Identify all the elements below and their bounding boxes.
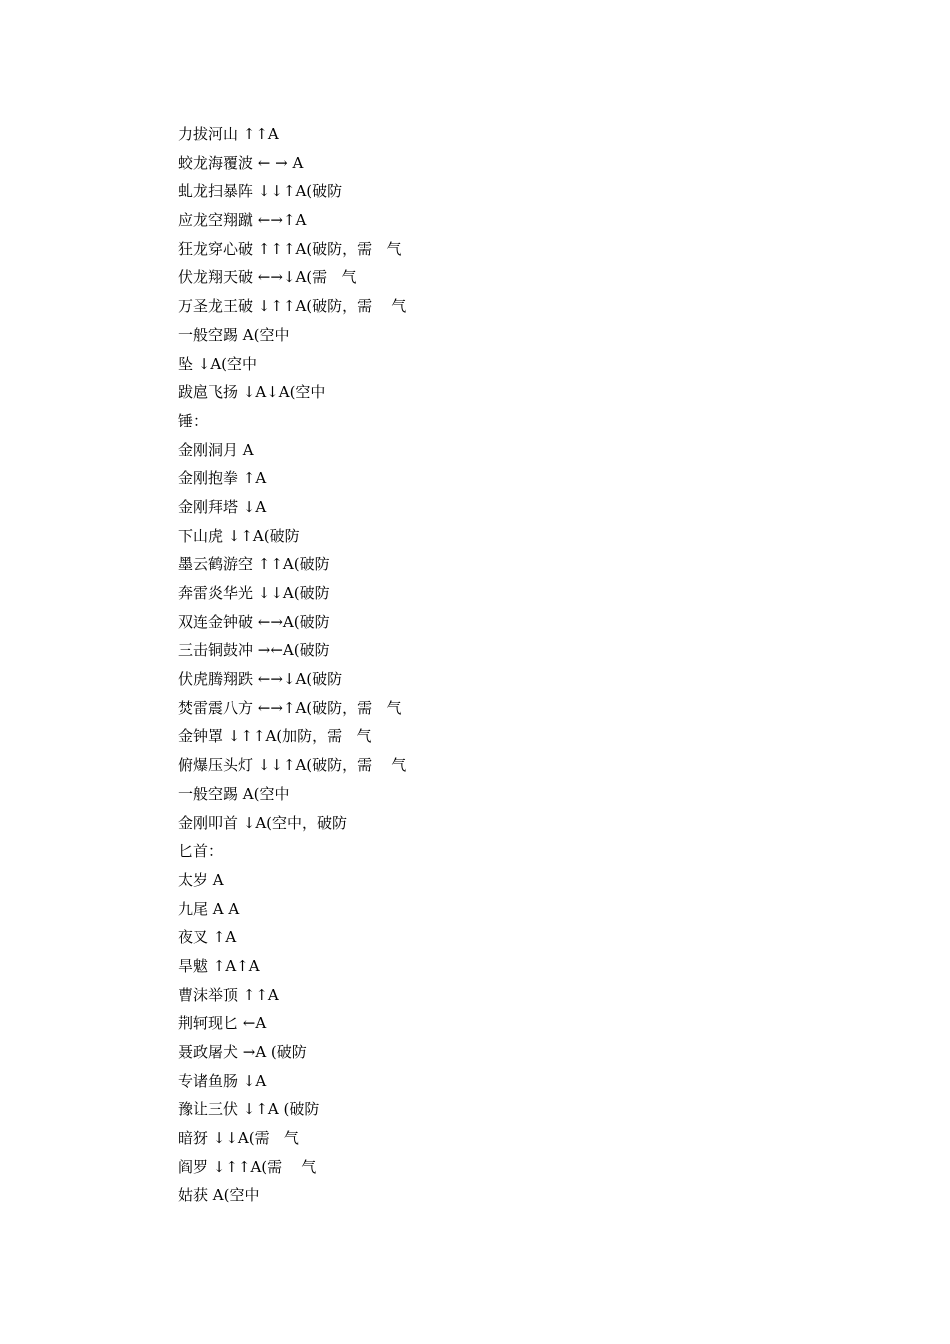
text-line: 俯爆压头灯 ↓↓↑A(破防，需 气 [178, 756, 407, 775]
text-line: 力拔河山 ↑↑A [178, 125, 279, 143]
text-line: 匕首： [178, 842, 224, 861]
text-line: 墨云鹤游空 ↑↑A(破防 [178, 555, 330, 574]
text-line: 狂龙穿心破 ↑↑↑A(破防，需 气 [178, 239, 402, 258]
text-line: 一般空踢 A(空中 [178, 784, 290, 803]
text-line: 蛟龙海覆波 ← → A [178, 153, 304, 172]
text-line: 金刚洞月 A [178, 440, 254, 459]
text-line: 曹沫举顶 ↑↑A [178, 985, 279, 1004]
text-line: 双连金钟破 ←→A(破防 [178, 612, 330, 631]
text-line: 伏虎腾翔跌 ←→↓A(破防 [178, 670, 343, 689]
text-line: 金钟罩 ↓↑↑A(加防，需 气 [178, 727, 372, 746]
text-line: 奔雷炎华光 ↓↓A(破防 [178, 584, 330, 602]
text-line: 夜叉 ↑A [178, 928, 237, 947]
text-line: 九尾 A A [178, 899, 240, 918]
text-line: 金刚抱拳 ↑A [178, 469, 267, 488]
text-line: 太岁 A [178, 870, 224, 889]
text-line: 金刚叩首 ↓A(空中，破防 [178, 813, 348, 832]
text-line: 旱魃 ↑A↑A [178, 956, 260, 975]
text-line: 姑获 A(空中 [178, 1186, 260, 1205]
text-line: 专诸鱼肠 ↓A [178, 1071, 267, 1090]
text-line: 伏龙翔天破 ←→↓A(需 气 [178, 268, 357, 287]
text-line: 荆轲现匕 ←A [178, 1014, 267, 1033]
text-line: 豫让三伏 ↓↑A (破防 [178, 1100, 320, 1119]
text-line: 暗犽 ↓↓A(需 气 [178, 1129, 299, 1148]
text-line: 聂政屠犬 →A (破防 [178, 1043, 307, 1061]
text-line: 三击铜鼓冲 →←A(破防 [178, 641, 330, 660]
text-line: 焚雷震八方 ←→↑A(破防，需 气 [178, 698, 402, 717]
text-line: 万圣龙王破 ↓↑↑A(破防，需 气 [178, 297, 407, 316]
text-line: 跋扈飞扬 ↓A↓A(空中 [178, 383, 326, 402]
text-line: 阎罗 ↓↑↑A(需 气 [178, 1157, 317, 1176]
move-list [178, 120, 406, 1210]
text-line: 下山虎 ↓↑A(破防 [178, 526, 300, 545]
text-line: 一般空踢 A(空中 [178, 325, 290, 344]
text-line: 锤： [178, 411, 209, 430]
text-line: 虬龙扫暴阵 ↓↓↑A(破防 [178, 182, 343, 201]
text-line: 应龙空翔蹴 ←→↑A [178, 211, 307, 230]
text-line: 金刚拜塔 ↓A [178, 497, 267, 516]
text-line: 坠 ↓A(空中 [178, 354, 258, 373]
